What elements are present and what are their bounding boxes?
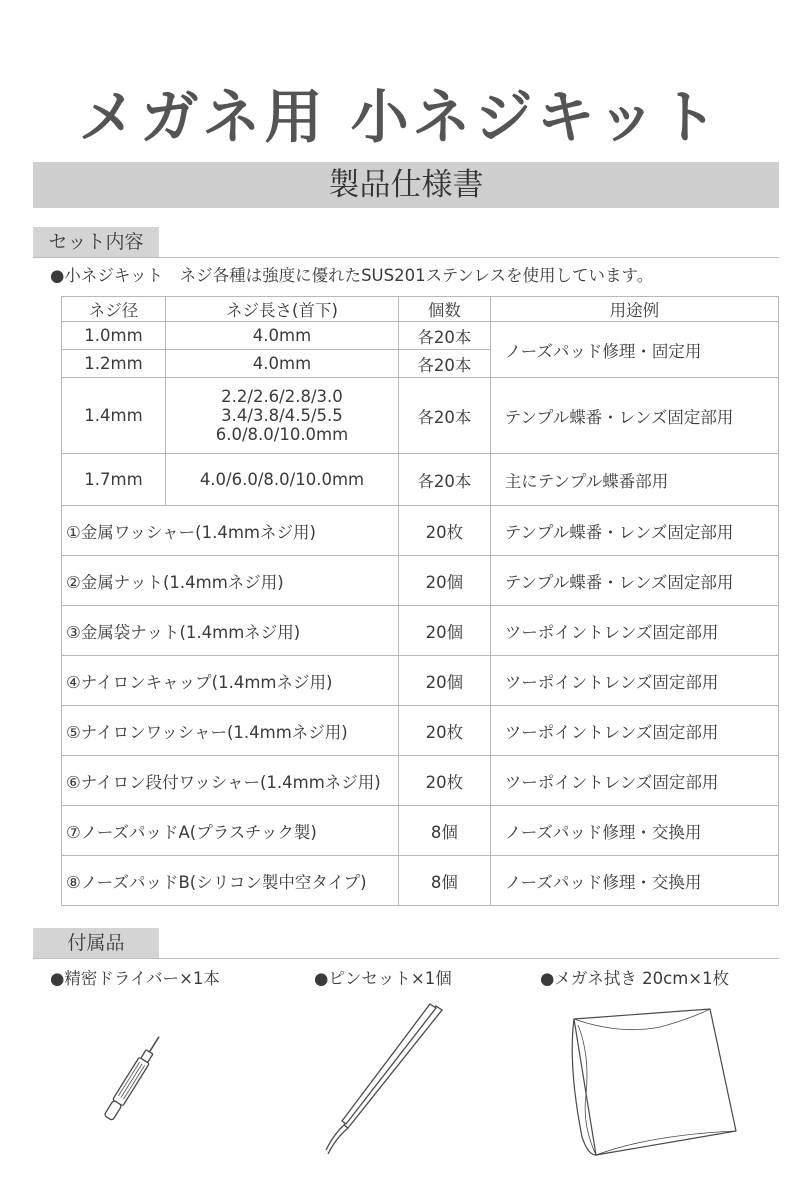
header-diameter: ネジ径 (62, 297, 166, 322)
screw-length-line: 6.0/8.0/10.0mm (215, 425, 349, 444)
screw-quantity: 各20本 (398, 322, 490, 350)
part-name: ②金属ナット(1.4mmネジ用) (62, 556, 399, 606)
cleaning-cloth-icon (560, 1005, 750, 1165)
accessory-label-screwdriver: ●精密ドライバー×1本 (50, 969, 220, 988)
table-row (62, 656, 779, 706)
tweezers-icon (318, 1000, 448, 1160)
screw-length: 4.0/6.0/8.0/10.0mm (165, 454, 398, 506)
table-row (62, 706, 779, 756)
screw-diameter: 1.0mm (62, 322, 166, 350)
header-length: ネジ長さ(首下) (165, 297, 398, 322)
screw-diameter: 1.2mm (62, 350, 166, 378)
table-header-row (62, 297, 779, 322)
screw-length: 4.0mm (165, 322, 398, 350)
accessory-label-tweezers: ●ピンセット×1個 (314, 969, 452, 988)
screwdriver-icon (80, 1025, 190, 1130)
part-usage: テンプル蝶番・レンズ固定部用 (490, 506, 778, 556)
screw-diameter: 1.7mm (62, 454, 166, 506)
accessory-label-cloth: ●メガネ拭き 20cm×1枚 (540, 969, 730, 988)
table-row (62, 506, 779, 556)
screw-diameter: 1.4mm (62, 378, 166, 454)
part-name: ③金属袋ナット(1.4mmネジ用) (62, 606, 399, 656)
table-row (62, 606, 779, 656)
table-row (62, 378, 779, 454)
part-usage: ノーズパッド修理・交換用 (490, 856, 778, 906)
section-divider (33, 958, 779, 959)
section-tab-set-contents: セット内容 (33, 227, 159, 257)
table-row (62, 806, 779, 856)
part-usage: ツーポイントレンズ固定部用 (490, 756, 778, 806)
part-quantity: 20個 (398, 556, 490, 606)
screw-usage: 主にテンプル蝶番部用 (490, 454, 778, 506)
section-divider (33, 257, 779, 258)
part-quantity: 20個 (398, 606, 490, 656)
part-quantity: 20枚 (398, 756, 490, 806)
screw-length: 4.0mm (165, 350, 398, 378)
header-quantity: 個数 (398, 297, 490, 322)
spec-table (61, 296, 779, 906)
part-usage: ツーポイントレンズ固定部用 (490, 706, 778, 756)
screw-quantity: 各20本 (398, 454, 490, 506)
part-quantity: 8個 (398, 856, 490, 906)
table-row (62, 454, 779, 506)
header-usage: 用途例 (490, 297, 778, 322)
table-row (62, 756, 779, 806)
screw-usage: テンプル蝶番・レンズ固定部用 (490, 378, 778, 454)
part-usage: ノーズパッド修理・交換用 (490, 806, 778, 856)
part-name: ①金属ワッシャー(1.4mmネジ用) (62, 506, 399, 556)
screw-usage: ノーズパッド修理・固定用 (490, 322, 778, 378)
table-row (62, 856, 779, 906)
part-name: ⑧ノーズパッドB(シリコン製中空タイプ) (62, 856, 399, 906)
part-name: ⑦ノーズパッドA(プラスチック製) (62, 806, 399, 856)
screw-length-line: 2.2/2.6/2.8/3.0 (221, 387, 343, 406)
part-usage: ツーポイントレンズ固定部用 (490, 656, 778, 706)
table-row (62, 322, 779, 350)
kit-intro-text: ●小ネジキット ネジ各種は強度に優れたSUS201ステンレスを使用しています。 (50, 266, 654, 285)
part-quantity: 20個 (398, 656, 490, 706)
part-quantity: 8個 (398, 806, 490, 856)
part-quantity: 20枚 (398, 706, 490, 756)
spec-banner: 製品仕様書 (33, 162, 779, 208)
part-usage: テンプル蝶番・レンズ固定部用 (490, 556, 778, 606)
page-title: メガネ用 小ネジキット (78, 83, 722, 151)
part-name: ④ナイロンキャップ(1.4mmネジ用) (62, 656, 399, 706)
screw-quantity: 各20本 (398, 350, 490, 378)
part-usage: ツーポイントレンズ固定部用 (490, 606, 778, 656)
screw-length-line: 3.4/3.8/4.5/5.5 (221, 406, 343, 425)
part-name: ⑥ナイロン段付ワッシャー(1.4mmネジ用) (62, 756, 399, 806)
screw-length-multi (165, 378, 398, 454)
section-tab-accessories: 付属品 (33, 928, 159, 958)
table-row (62, 556, 779, 606)
part-quantity: 20枚 (398, 506, 490, 556)
screw-quantity: 各20本 (398, 378, 490, 454)
part-name: ⑤ナイロンワッシャー(1.4mmネジ用) (62, 706, 399, 756)
